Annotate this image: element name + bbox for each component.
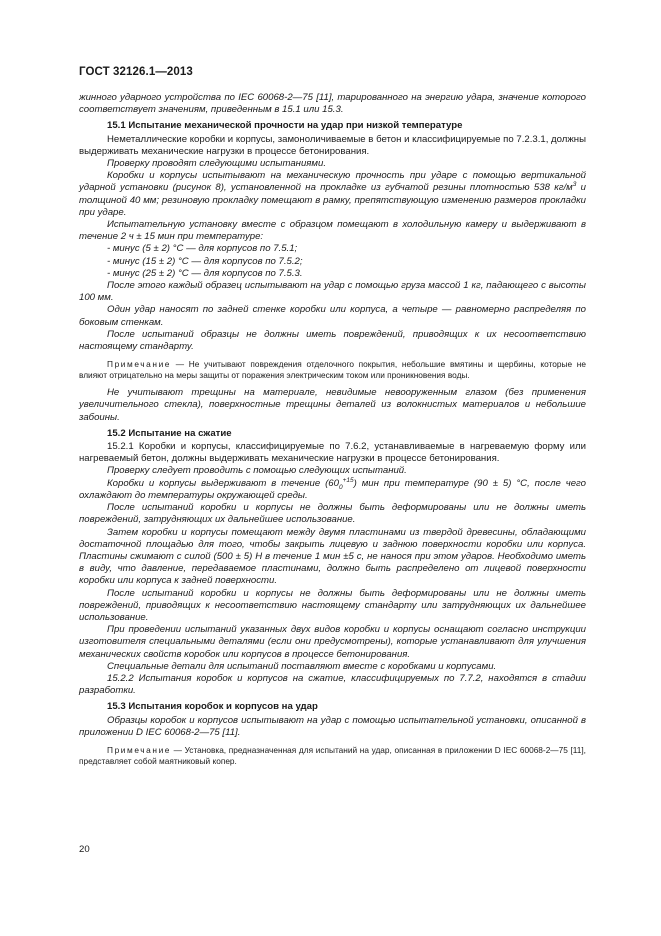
note-text: — Установка, предназначенная для испытаний на удар, описанная в приложении D IEC 60068-2—75 [11], представляет собой маятниковый копер. (79, 744, 586, 766)
note-label: Примечание (107, 359, 172, 370)
paragraph: Проверку следует проводить с помощью следующих испытаний. (107, 465, 407, 477)
note-label: Примечание (107, 744, 172, 755)
note (79, 745, 586, 767)
paragraph: 15.2.2 Испытания коробок и корпусов на сжатие, классифицируемых по 7.7.2, находятся в стадии разработки. (79, 672, 586, 697)
section-heading-15-3: 15.3 Испытания коробок и корпусов на удар (107, 701, 318, 713)
paragraph (79, 478, 586, 502)
paragraph: Образцы коробок и корпусов испытывают на удар с помощью испытательной установки, описанной в приложении D IEC 60068-2—75 [11]. (79, 714, 586, 738)
paragraph: После испытаний коробки и корпусы не должны быть деформированы или не должны иметь повреждений, затрудняющих их дальнейшее использование. (79, 502, 586, 526)
paragraph: жинного ударного устройства по IEC 60068-2—75 [11], тарированного на энергию удара, значение которого соответствует значениям, приведенным в 15.1 или 15.3. (79, 92, 586, 116)
superscript: 3 (572, 181, 577, 189)
paragraph: Неметаллические коробки и корпусы, замоноличиваемые в бетон и классифицируемые по 7.2.3.1, должны выдерживать механические нагрузки в процессе бетонирования. (79, 133, 586, 157)
list-item: - минус (5 ± 2) °С — для корпусов по 7.5.1; (107, 243, 298, 255)
section-heading-15-1: 15.1 Испытание механической прочности на удар при низкой температуре (107, 120, 463, 132)
note-text: — Не учитывают повреждения отделочного покрытия, небольшие вмятины и щербины, которые не влияют отрицательно на меры защиты от поражения электрическим током или проникновения воды. (79, 359, 586, 381)
note (79, 359, 586, 381)
text-run: ) мин при температуре (90 ± 5) °С, после чего охлаждают до температуры окружающей среды. (79, 477, 586, 501)
section-heading-15-2: 15.2 Испытание на сжатие (107, 427, 232, 439)
paragraph: Специальные детали для испытаний поставляют вместе с коробками и корпусами. (107, 660, 497, 672)
subscript: 0 (338, 483, 343, 491)
paragraph: Один удар наносят по задней стенке коробки или корпуса, а четыре — равномерно распределяя по боковым стенкам. (79, 304, 586, 328)
paragraph: Затем коробки и корпусы помещают между двумя пластинами из твердой древесины, обладающими достаточной площадью для того, чтобы закрыть лицевую и заднюю поверхности коробки или корпуса. Пластины сжимают с силой (500 ± 5) Н в течение 1 мин ±5 с, не нанося при этом ударов. Необходимо иметь в виду, что давление, передаваемое пластинами, должно быть распределено от лицевой поверхности коробки или корпуса к задней поверхности. (79, 526, 586, 587)
superscript: +15 (342, 476, 354, 484)
text-run: и толщиной 40 мм; резиновую прокладку помещают в рамку, препятствующую изменению размеров прокладки при ударе. (79, 182, 586, 218)
page-number: 20 (79, 844, 90, 855)
paragraph: Не учитывают трещины на материале, невидимые невооруженным глазом (без применения увеличительного стекла), поверхностные трещины деталей из волокнистых материалов и небольшие забоины. (79, 387, 586, 423)
text-run: Коробки и корпусы выдерживают в течение (60 (107, 477, 339, 489)
document-body (79, 92, 586, 773)
list-item: - минус (25 ± 2) °С — для корпусов по 7.5.3. (107, 267, 303, 279)
paragraph: Проверку проводят следующими испытаниями. (107, 158, 326, 170)
paragraph: После этого каждый образец испытывают на удар с помощью груза массой 1 кг, падающего с высоты 100 мм. (79, 280, 586, 304)
text-run: Коробки и корпусы испытывают на механическую прочность при ударе с помощью вертикальной ударной установки (рисунок 8), установленной на прокладке из губчатой резины плотностью 538 кг/м (79, 170, 586, 194)
paragraph: 15.2.1 Коробки и корпусы, классифицируемые по 7.6.2, устанавливаемые в нагреваемую форму или нагреваемый бетон, должны выдерживать механические нагрузки в процессе бетонирования. (79, 441, 586, 465)
paragraph: Испытательную установку вместе с образцом помещают в холодильную камеру и выдерживают в течение 2 ч ± 15 мин при температуре: (79, 219, 586, 243)
paragraph (79, 170, 586, 219)
document-header: ГОСТ 32126.1—2013 (79, 66, 193, 78)
list-item: - минус (15 ± 2) °С — для корпусов по 7.5.2; (107, 255, 303, 267)
paragraph: После испытаний образцы не должны иметь повреждений, приводящих к их несоответствию настоящему стандарту. (79, 328, 586, 353)
paragraph: После испытаний коробки и корпусы не должны быть деформированы или не должны иметь повреждений, приводящих к несоответствию настоящему стандарту или затрудняющих их дальнейшее использование. (79, 587, 586, 623)
paragraph: При проведении испытаний указанных двух видов коробки и корпусы оснащают согласно инструкции изготовителя специальными деталями (если они предусмотрены), которые устанавливают для улучшения механических свойств коробок или корпусов в процессе бетонирования. (79, 624, 586, 660)
